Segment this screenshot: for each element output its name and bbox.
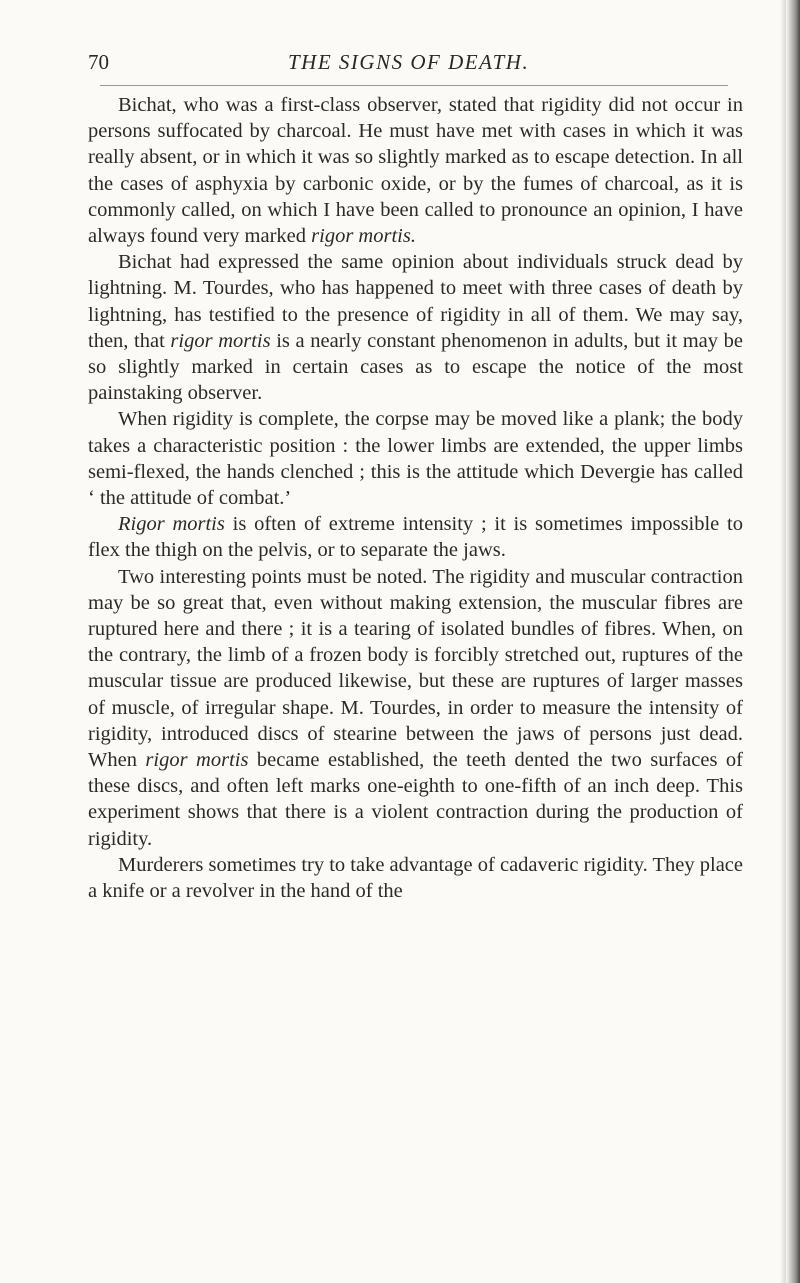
text-segment: became established, the teeth dented the two surfaces of these discs, and often left marks one-eighth to one-fifth of an inch deep. This experiment shows that there is a violent contraction during the production of rigidity. xyxy=(88,749,744,850)
italic-term: rigor mortis. xyxy=(311,225,416,248)
paragraph xyxy=(88,564,743,852)
page-edge-shadow xyxy=(786,0,800,1283)
paragraph xyxy=(88,511,743,563)
text-segment: is a nearly constant phenomenon in adults, but it may be so slightly marked in certain cases as to escape the notice of the most painstaking observer. xyxy=(88,329,743,405)
text-segment: When rigidity is complete, the corpse may be moved like a plank; the body takes a characteristic position : the lower limbs are extended, the upper limbs semi-flexed, the hands clenched ; this is the attitude which Devergie has called ‘ the attitude of combat.’ xyxy=(88,408,743,510)
paragraph xyxy=(88,92,743,249)
text-segment: Two interesting points must be noted. The rigidity and muscular contraction may be so great that, even without making extension, the muscular fibres are ruptured here and there ; it is a tearing of isolated bundles of fibres. When, on the contrary, the limb of a frozen body is forcibly stretched out, ruptures of the muscular tissue are produced likewise, but these are ruptures of larger masses of muscle, of irregular shape. M. Tourdes, in order to measure the intensity of rigidity, introduced discs of stearine between the jaws of persons just dead. When xyxy=(88,565,743,772)
header-rule xyxy=(100,85,728,86)
page-number: 70 xyxy=(88,50,109,74)
body-text xyxy=(88,92,743,904)
italic-term: rigor mortis xyxy=(145,749,249,772)
italic-term: rigor mortis xyxy=(170,329,271,352)
paragraph xyxy=(88,852,743,904)
paragraph xyxy=(88,249,743,406)
running-title: THE SIGNS OF DEATH. xyxy=(288,50,530,74)
text-segment: Murderers sometimes try to take advantage of cadaveric rigidity. They place a knife or a revolver in the hand of the xyxy=(88,853,744,903)
italic-term: Rigor mortis xyxy=(118,513,225,536)
paragraph xyxy=(88,406,743,511)
running-header xyxy=(78,50,740,78)
text-segment: is often of extreme intensity ; it is sometimes impossible to flex the thigh on the pelvis, or to separate the jaws. xyxy=(88,513,743,562)
text-segment: Bichat, who was a first-class observer, stated that rigidity did not occur in persons suffocated by charcoal. He must have met with cases in which it was really absent, or in which it was so slightly marked as to escape detection. In all the cases of asphyxia by carbonic oxide, or by the fumes of charcoal, as it is commonly called, on which I have been called to pronounce an opinion, I have always found very marked xyxy=(88,94,743,248)
text-segment: Bichat had expressed the same opinion about individuals struck dead by lightning. M. Tourdes, who has happened to meet with three cases of death by lightning, has testified to the presence of rigidity in all of them. We may say, then, that xyxy=(88,251,743,352)
